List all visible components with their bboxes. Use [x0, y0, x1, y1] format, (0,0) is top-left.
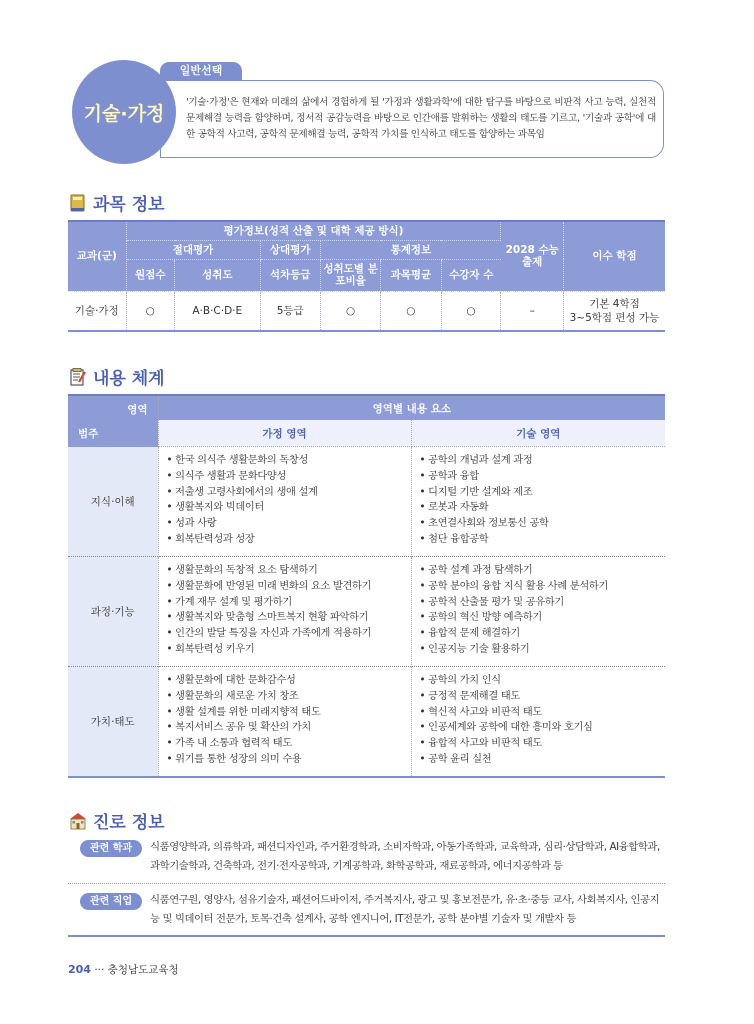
list-item: • 가계 재무 설계 및 평가하기 — [167, 595, 411, 611]
cell-average: ○ — [381, 291, 441, 331]
list-item: • 초연결사회와 정보통신 공학 — [420, 516, 666, 532]
list-item: • 긍정적 문제해결 태도 — [420, 689, 666, 705]
list-item: • 생활문화에 대한 문화감수성 — [167, 673, 411, 689]
list-item: • 첨단 융합공학 — [420, 532, 666, 548]
tech-elements — [411, 667, 665, 777]
header-raw-score: 원점수 — [126, 259, 175, 291]
header-absolute: 절대평가 — [126, 240, 260, 259]
header-home: 가정 영역 — [158, 420, 411, 447]
cell-rank-grade: 5등급 — [260, 291, 320, 331]
list-item: • 인공지능 기술 활용하기 — [420, 642, 666, 658]
category-tag: 일반선택 — [160, 62, 242, 80]
header-elements: 영역별 내용 요소 — [158, 395, 665, 420]
list-item: • 공학의 혁신 방향 예측하기 — [420, 610, 666, 626]
list-item: • 생활 설계를 위한 미래지향적 태도 — [167, 705, 411, 721]
footer-separator: ··· — [94, 964, 105, 976]
departments-badge: 관련 학과 — [80, 840, 142, 857]
list-item: • 디지털 기반 설계와 제조 — [420, 485, 666, 501]
list-item: • 한국 의식주 생활문화의 독창성 — [167, 453, 411, 469]
section-title-text: 내용 체계 — [93, 369, 165, 389]
credits-line2: 3~5학점 편성 가능 — [569, 311, 660, 324]
list-item: • 공학의 가치 인식 — [420, 673, 666, 689]
subject-name: 기술·가정 — [83, 102, 165, 125]
header-average: 과목평균 — [381, 259, 441, 291]
header-stats: 통계정보 — [320, 240, 501, 259]
list-item: • 생활문화에 반영된 미래 변화의 요소 발견하기 — [167, 579, 411, 595]
subject-description: '기술·가정'은 현재와 미래의 삶에서 경험하게 될 '가정과 생활과학'에 대한 탐구를 바탕으로 비판적 사고 능력, 실천적 문제해결 능력을 함양하며, 정서적 공감능력을 바탕으로 인간애를 발휘하는 생활의 태도를 기르고, '기술과 공학'에 대한 공학적 사고력, 공학적 문제해결 능력, 공학적 가치를 인식하고 태도를 함양하는 과목임 — [186, 97, 656, 140]
tech-elements — [411, 447, 665, 557]
credits-line1: 기본 4학점 — [589, 297, 640, 310]
list-item: • 공학과 융합 — [420, 469, 666, 485]
header-category: 범주 — [78, 427, 99, 440]
content-system-table — [68, 394, 665, 778]
list-item: • 생활복지와 빅데이터 — [167, 500, 411, 516]
section-title-text: 과목 정보 — [93, 195, 165, 215]
table-row — [68, 667, 665, 777]
list-item: • 성과 사랑 — [167, 516, 411, 532]
list-item: • 공학의 개념과 설계 과정 — [420, 453, 666, 469]
list-item: • 위기를 통한 성장의 의미 수용 — [167, 752, 411, 768]
cell-achievement: A·B·C·D·E — [175, 291, 261, 331]
notepad-pencil-icon — [68, 367, 88, 387]
category-process: 과정·기능 — [68, 557, 158, 667]
list-item: • 인공세계와 공학에 대한 흥미와 호기심 — [420, 720, 666, 736]
list-item: • 회복탄력성과 성장 — [167, 532, 411, 548]
list-item: • 로봇과 자동화 — [420, 500, 666, 516]
list-item: • 혁신적 사고와 비판적 태도 — [420, 705, 666, 721]
section-title-subject-info — [68, 190, 165, 215]
header-relative: 상대평가 — [260, 240, 320, 259]
divider — [68, 935, 665, 937]
cell-raw-score: ○ — [126, 291, 175, 331]
list-item: • 융합적 사고와 비판적 태도 — [420, 736, 666, 752]
tech-elements — [411, 557, 665, 667]
book-icon — [68, 193, 88, 213]
category-values: 가치·태도 — [68, 667, 158, 777]
table-row — [68, 291, 665, 331]
list-item: • 생활복지와 맞춤형 스마트복지 현황 파악하기 — [167, 610, 411, 626]
home-elements — [158, 667, 411, 777]
header-credits: 이수 학점 — [563, 221, 665, 291]
category-knowledge: 지식·이해 — [68, 447, 158, 557]
jobs-badge: 관련 직업 — [80, 893, 142, 910]
related-departments-row — [68, 838, 665, 876]
list-item: • 가족 내 소통과 협력적 태도 — [167, 736, 411, 752]
cell-group: 기술·가정 — [68, 291, 126, 331]
page-number: 204 — [68, 963, 91, 976]
cell-credits — [563, 291, 665, 331]
list-item: • 공학 설계 과정 탐색하기 — [420, 563, 666, 579]
list-item: • 융합적 문제 해결하기 — [420, 626, 666, 642]
header-distribution: 성취도별 분포비율 — [320, 259, 380, 291]
subject-badge — [72, 60, 176, 164]
cell-students: ○ — [441, 291, 501, 331]
header-achievement: 성취도 — [175, 259, 261, 291]
list-item: • 인간의 발달 특징을 자신과 가족에게 적용하기 — [167, 626, 411, 642]
header-suneung: 2028 수능 출제 — [501, 221, 564, 291]
list-item: • 생활문화의 새로운 가치 창조 — [167, 689, 411, 705]
cell-suneung: – — [501, 291, 564, 331]
home-elements — [158, 447, 411, 557]
list-item: • 회복탄력성 키우기 — [167, 642, 411, 658]
header-diagonal — [68, 395, 158, 447]
header-group: 교과(군) — [68, 221, 126, 291]
header-eval-info: 평가정보(성적 산출 및 대학 제공 방식) — [126, 221, 501, 240]
divider — [68, 883, 665, 884]
table-row — [68, 447, 665, 557]
page-footer — [68, 962, 179, 977]
header-tech: 기술 영역 — [411, 420, 665, 447]
list-item: • 의식주 생활과 문화다양성 — [167, 469, 411, 485]
career-info — [68, 838, 665, 937]
home-elements — [158, 557, 411, 667]
list-item: • 공학 윤리 실천 — [420, 752, 666, 768]
departments-text: 식품영양학과, 의류학과, 패션디자인과, 주거환경학과, 소비자학과, 아동가족학과, 교육학과, 심리·상담학과, AI융합학과, 과학기술학과, 건축학과, 전기·전자공학과, 기계공학과, 화학공학과, 재료공학과, 에너지공학과 등 — [150, 841, 660, 872]
section-title-text: 진로 정보 — [93, 813, 165, 833]
school-building-icon — [68, 811, 88, 831]
header-students: 수강자 수 — [441, 259, 501, 291]
publisher: 충청남도교육청 — [107, 964, 179, 976]
list-item: • 저출생 고령사회에서의 생애 설계 — [167, 485, 411, 501]
subject-info-table — [68, 220, 665, 332]
jobs-text: 식품연구원, 영양사, 섬유기술자, 패션어드바이저, 주거복지사, 광고 및 홍보전문가, 유·초·중등 교사, 사회복지사, 인공지능 및 빅데이터 전문가, 토목·건축 설계사, 공학 엔지니어, IT전문가, 공학 분야별 기술자 및 개발자 등 — [150, 894, 660, 925]
header-area: 영역 — [127, 404, 148, 416]
table-row — [68, 557, 665, 667]
section-title-content-system — [68, 364, 165, 389]
list-item: • 공학적 산출물 평가 및 공유하기 — [420, 595, 666, 611]
list-item: • 공학 분야의 융합 지식 활용 사례 분석하기 — [420, 579, 666, 595]
related-jobs-row — [68, 891, 665, 929]
cell-distribution: ○ — [320, 291, 380, 331]
list-item: • 생활문화의 독창적 요소 탐색하기 — [167, 563, 411, 579]
header-rank-grade: 석차등급 — [260, 259, 320, 291]
list-item: • 복지서비스 공유 및 확산의 가치 — [167, 720, 411, 736]
section-title-career-info — [68, 808, 165, 833]
